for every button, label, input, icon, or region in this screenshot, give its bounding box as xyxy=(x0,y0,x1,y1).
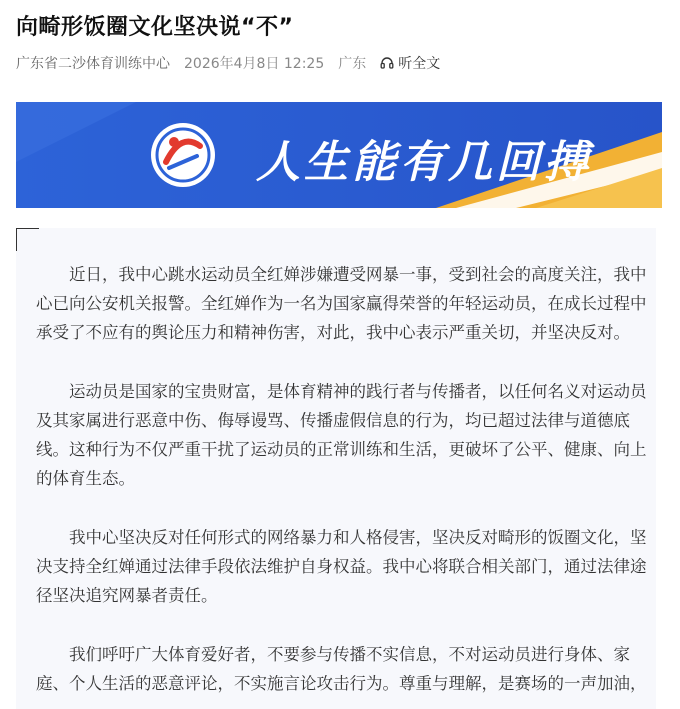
headphones-icon xyxy=(380,56,394,70)
article-source[interactable]: 广东省二沙体育训练中心 xyxy=(16,56,170,72)
quote-corner xyxy=(16,228,39,251)
article-title: 向畸形饭圈文化坚决说“不” xyxy=(16,15,294,40)
banner-slogan: 人生能有几回搏 xyxy=(256,137,592,188)
article-datetime: 2026年4月8日 12:25 xyxy=(184,56,325,72)
article-banner xyxy=(16,102,662,208)
paragraph-3: 我中心坚决反对任何形式的网络暴力和人格侵害，坚决反对畸形的饭圈文化，坚决支持全红婵通过法律手段依法维护自身权益。我中心将联合相关部门，通过法律途径坚决追究网暴者责任。 xyxy=(36,528,647,605)
article-meta xyxy=(16,53,454,73)
paragraph-4: 我们呼吁广大体育爱好者，不要参与传播不实信息，不对运动员进行身体、家庭、个人生活的恶意评论，不实施言论攻击行为。尊重与理解，是赛场的一声加油， xyxy=(36,645,647,693)
paragraph-1: 近日，我中心跳水运动员全红婵涉嫌遭受网暴一事，受到社会的高度关注，我中心已向公安机关报警。全红婵作为一名为国家赢得荣誉的年轻运动员，在成长过程中承受了不应有的舆论压力和精神伤害，对此，我中心表示严重关切，并坚决反对。 xyxy=(36,265,647,342)
listen-label: 听全文 xyxy=(398,56,441,72)
article-body xyxy=(16,228,656,709)
paragraph-2: 运动员是国家的宝贵财富，是体育精神的践行者与传播者，以任何名义对运动员及其家属进行恶意中伤、侮辱谩骂、传播虚假信息的行为，均已超过法律与道德底线。这种行为不仅严重干扰了运动员的正常训练和生活，更破坏了公平、健康、向上的体育生态。 xyxy=(36,382,647,488)
listen-button[interactable] xyxy=(380,53,454,73)
article-region: 广东 xyxy=(338,56,367,72)
sports-logo-icon xyxy=(151,123,215,187)
